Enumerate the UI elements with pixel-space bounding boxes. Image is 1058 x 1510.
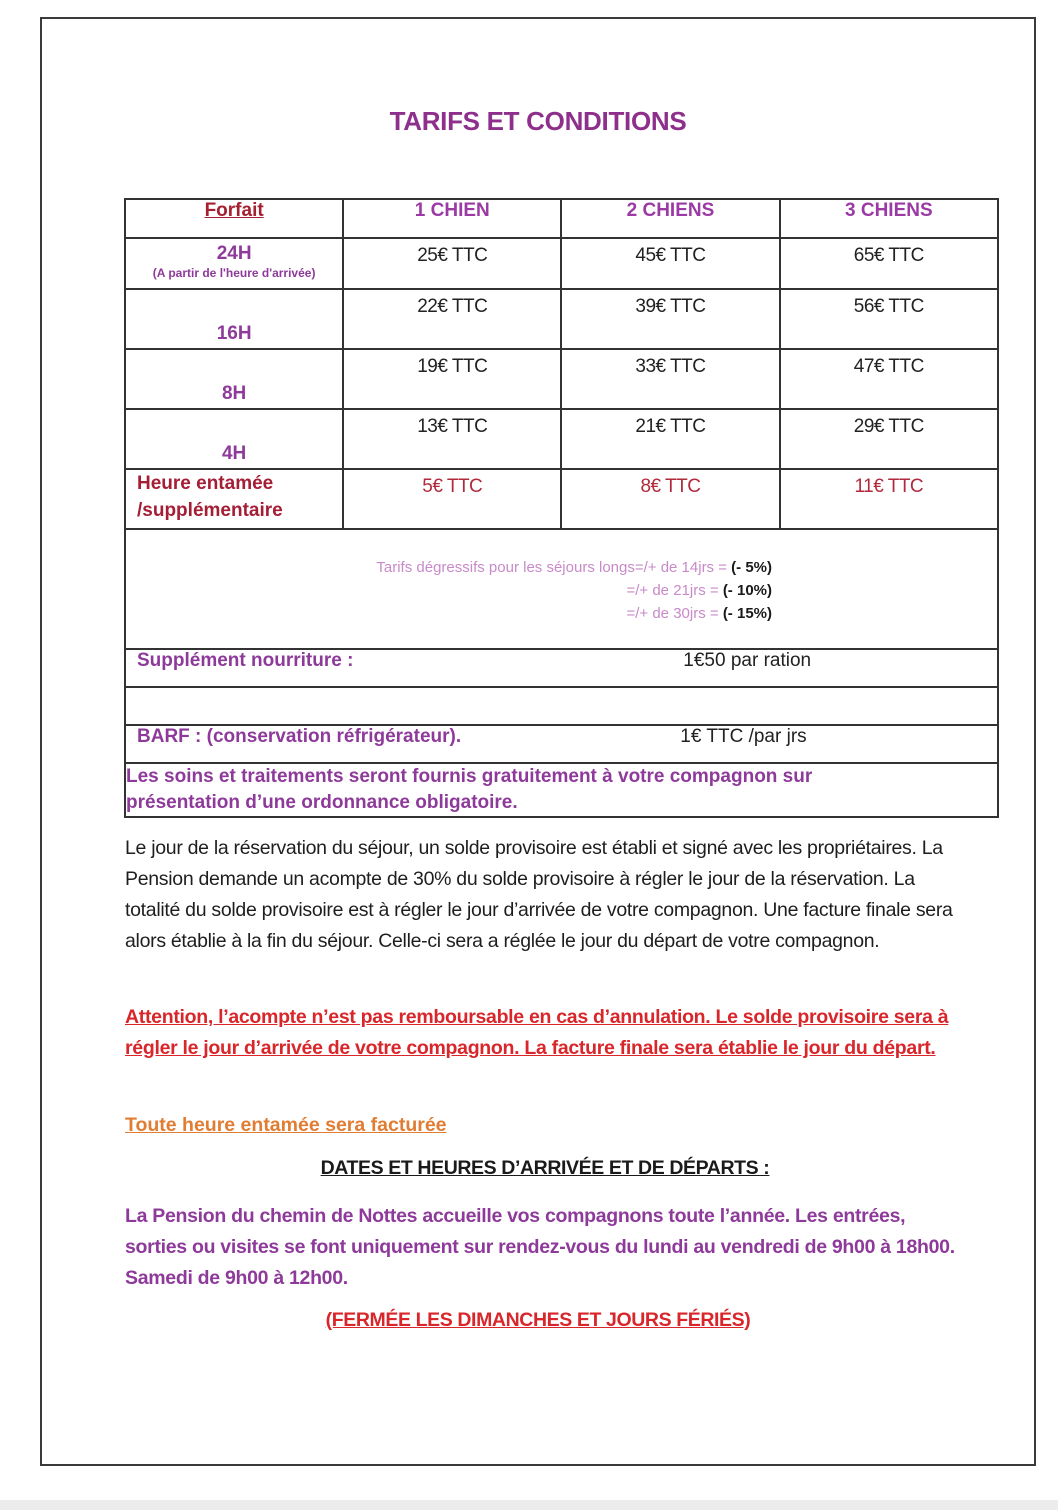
table-row — [125, 469, 998, 529]
price-cell: 19€ TTC — [343, 349, 561, 409]
price-cell: 65€ TTC — [780, 238, 998, 289]
care-row — [125, 763, 998, 817]
row-label-24h — [125, 238, 343, 289]
discount-line — [126, 602, 772, 625]
table-row — [125, 238, 998, 289]
barf-row — [125, 725, 998, 763]
row-label-main: 24H — [216, 243, 252, 264]
food-supplement-label: Supplément nourriture : — [125, 649, 561, 687]
discount-value: (- 10%) — [722, 582, 772, 599]
discount-row — [125, 529, 998, 649]
dates-heading: DATES ET HEURES D’ARRIVÉE ET DE DÉPARTS : — [320, 1157, 770, 1179]
price-cell: 21€ TTC — [561, 409, 779, 469]
price-cell: 13€ TTC — [343, 409, 561, 469]
discount-line — [126, 579, 772, 602]
discount-lines — [126, 530, 997, 625]
hour-notice: Toute heure entamée sera facturée — [125, 1114, 447, 1136]
bottom-strip — [0, 1500, 1058, 1510]
discount-text: =/+ de 30jrs = — [626, 605, 723, 622]
price-cell: 5€ TTC — [343, 469, 561, 529]
discount-line — [126, 556, 772, 579]
price-cell: 56€ TTC — [780, 289, 998, 349]
closed-notice: (FERMÉE LES DIMANCHES ET JOURS FÉRIÉS) — [325, 1309, 751, 1331]
header-2-chiens: 2 CHIENS — [561, 199, 779, 238]
price-cell: 39€ TTC — [561, 289, 779, 349]
discount-value: (- 5%) — [731, 559, 772, 576]
row-label-4h: 4H — [125, 409, 343, 469]
table-row — [125, 409, 998, 469]
empty-row — [125, 687, 998, 725]
row-label-16h: 16H — [125, 289, 343, 349]
discount-value: (- 15%) — [722, 605, 772, 622]
price-cell: 25€ TTC — [343, 238, 561, 289]
price-cell: 22€ TTC — [343, 289, 561, 349]
table-header-row — [125, 199, 998, 238]
price-cell: 29€ TTC — [780, 409, 998, 469]
header-forfait: Forfait — [125, 199, 343, 238]
row-label-extra-hour — [125, 469, 343, 529]
reservation-paragraph: Le jour de la réservation du séjour, un solde provisoire est établi et signé avec les propriétaires. La Pension demande un acompte de 30% du solde provisoire à régler le jour de la réservation. La totalité du solde provisoire est à régler le jour d’arrivée de votre compagnon. Une facture finale sera alors établie à la fin du séjour. Celle-ci sera a réglée le jour du départ de votre compagnon. — [125, 837, 953, 952]
food-supplement-value: 1€50 par ration — [561, 649, 998, 687]
row-label-line: Heure entamée — [137, 473, 274, 494]
care-text: Les soins et traitements seront fournis gratuitement à votre compagnon sur présentation d’une ordonnance obligatoire. — [125, 763, 998, 817]
table-row — [125, 349, 998, 409]
empty-cell — [125, 687, 998, 725]
warning-paragraph: Attention, l’acompte n’est pas remboursable en cas d’annulation. Le solde provisoire sera à régler le jour d’arrivée de votre compagnon. La facture finale sera établie le jour du départ. — [125, 1006, 949, 1059]
price-cell: 11€ TTC — [780, 469, 998, 529]
price-cell: 45€ TTC — [561, 238, 779, 289]
discount-text: =/+ de 21jrs = — [626, 582, 723, 599]
opening-info: La Pension du chemin de Nottes accueille vos compagnons toute l’année. Les entrées, sorties ou visites se font uniquement sur rendez-vous du lundi au vendredi de 9h00 à 18h00. Samedi de 9h00 à 12h00. — [125, 1205, 955, 1289]
row-label-line: /supplémentaire — [137, 500, 283, 521]
price-cell: 33€ TTC — [561, 349, 779, 409]
discount-text: Tarifs dégressifs pour les séjours longs=/+ de 14jrs = — [376, 559, 732, 576]
discount-cell — [125, 529, 998, 649]
barf-label: BARF : (conservation réfrigérateur). — [125, 725, 561, 763]
rates-table — [124, 198, 999, 818]
page-title: TARIFS ET CONDITIONS — [389, 106, 687, 136]
header-1-chien: 1 CHIEN — [343, 199, 561, 238]
food-supplement-row — [125, 649, 998, 687]
header-3-chiens: 3 CHIENS — [780, 199, 998, 238]
table-row — [125, 289, 998, 349]
row-label-8h: 8H — [125, 349, 343, 409]
price-cell: 8€ TTC — [561, 469, 779, 529]
row-label-sub: (A partir de l'heure d'arrivée) — [152, 266, 316, 280]
price-cell: 47€ TTC — [780, 349, 998, 409]
barf-value: 1€ TTC /par jrs — [561, 725, 998, 763]
